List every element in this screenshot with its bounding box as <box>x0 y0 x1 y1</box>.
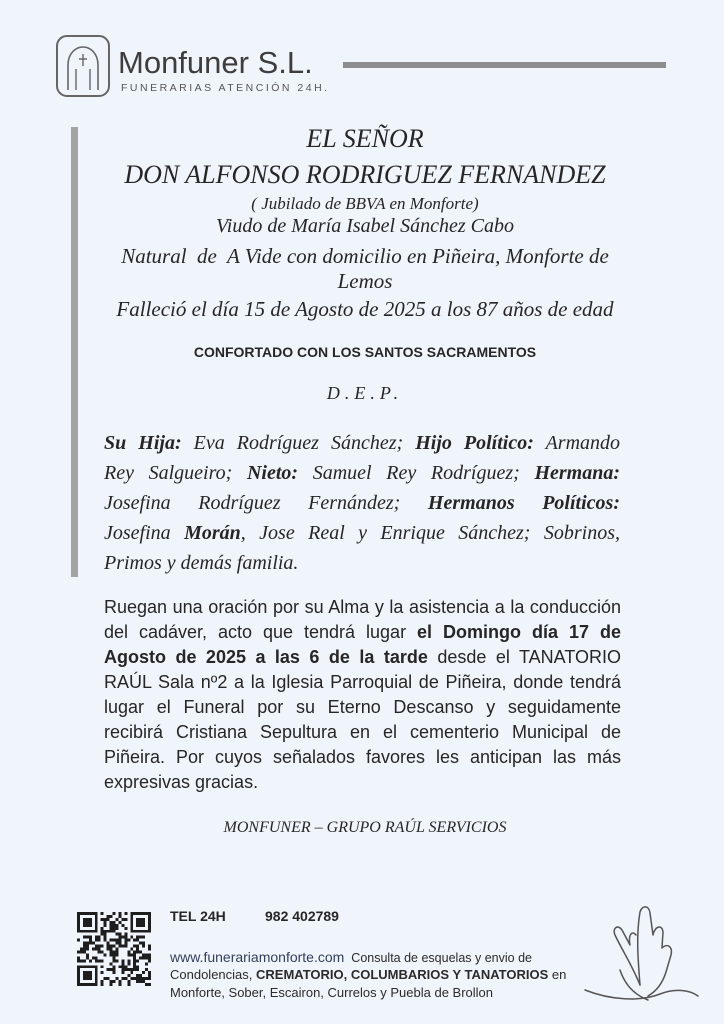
phone-number: 982 402789 <box>265 908 339 924</box>
widower-of: Viudo de María Isabel Sánchez Cabo <box>216 215 514 237</box>
relation-label: Nieto: <box>246 462 299 484</box>
relative-names: Josefina <box>104 522 185 544</box>
monfuner-logo-icon <box>54 32 116 100</box>
footer-info: en <box>548 967 567 982</box>
relative-names: Primos y demás familia. <box>104 552 299 574</box>
footer-line <box>170 984 493 1002</box>
ceremony-text: del cadáver, acto que tendrá lugar <box>104 622 418 642</box>
ceremony-text: lugar el Funeral por su Eterno Descanso y seguidamente <box>104 697 621 717</box>
family-line <box>104 458 620 488</box>
notice-title: EL SEÑOR <box>306 124 424 153</box>
relative-names: Josefina Rodríguez Fernández; <box>104 492 428 514</box>
relative-names: Morán <box>184 522 241 544</box>
ceremony-line <box>104 670 621 695</box>
service-locations: Monforte, Sober, Escairon, Currelos y Puebla de Brollon <box>170 985 494 1000</box>
family-line <box>104 518 620 548</box>
ceremony-line <box>104 770 621 795</box>
death-date: Falleció el día 15 de Agosto de 2025 a los 87 años de edad <box>116 297 614 321</box>
footer-line <box>170 948 532 967</box>
ceremony-line <box>104 745 621 770</box>
ceremony-line <box>104 595 621 620</box>
brand-name: Monfuner S.L. <box>118 45 313 80</box>
ceremony-date: Agosto de 2025 a las 6 de la tarde <box>104 647 428 667</box>
ceremony-line <box>104 720 621 745</box>
family-paragraph <box>104 428 620 578</box>
footer-line <box>170 966 566 984</box>
sacraments-line: CONFORTADO CON LOS SANTOS SACRAMENTOS <box>193 344 537 360</box>
origin-line: Natural de A Vide con domicilio en Piñeira, Monforte de <box>121 244 609 268</box>
relative-names: Samuel Rey Rodríguez; <box>298 462 535 484</box>
family-line <box>104 488 620 518</box>
website-url: www.funerariamonforte.com <box>170 949 345 965</box>
relative-names: Eva Rodríguez Sánchez; <box>181 432 416 454</box>
ceremony-text: desde el TANATORIO <box>427 647 621 667</box>
origin-line: Lemos <box>337 269 393 293</box>
services-list: CREMATORIO, COLUMBARIOS Y TANATORIOS <box>256 967 549 982</box>
footer-info: Condolencias, <box>170 967 256 982</box>
ceremony-date: el Domingo día 17 de <box>417 622 621 642</box>
ceremony-line <box>104 620 621 645</box>
ceremony-paragraph <box>104 595 621 795</box>
ceremony-line <box>104 695 621 720</box>
relation-label: Hermanos Políticos: <box>427 492 620 514</box>
ceremony-text: Ruegan una oración por su Alma y la asistencia a la conducción <box>104 597 621 617</box>
deceased-name: DON ALFONSO RODRIGUEZ FERNANDEZ <box>124 160 606 189</box>
deceased-occupation: ( Jubilado de BBVA en Monforte) <box>251 194 479 213</box>
ceremony-line <box>104 645 621 670</box>
relation-label: Su Hija: <box>104 432 182 454</box>
ceremony-text: expresivas gracias. <box>104 772 259 792</box>
signature: MONFUNER – GRUPO RAÚL SERVICIOS <box>223 819 507 836</box>
relation-label: Hermana: <box>534 462 620 484</box>
side-rule <box>71 127 78 577</box>
relative-names: Armando <box>533 432 621 454</box>
family-line <box>104 428 620 458</box>
rip-abbreviation: D.E.P. <box>326 383 404 403</box>
praying-hands-icon <box>580 900 700 1010</box>
brand-tagline: FUNERARIAS ATENCIÓN 24H. <box>121 82 330 94</box>
qr-code-icon <box>77 912 151 986</box>
ceremony-text: recibirá Cristiana Sepultura en el cementerio Municipal de <box>104 722 621 742</box>
phone-label: TEL 24H <box>170 908 226 924</box>
relative-names: , Jose Real y Enrique Sánchez; Sobrinos, <box>240 522 620 544</box>
family-line <box>104 548 620 578</box>
header-rule <box>343 62 666 68</box>
relative-names: Rey Salgueiro; <box>104 462 247 484</box>
footer-info: Consulta de esquelas y envio de <box>351 951 532 965</box>
ceremony-text: RAÚL Sala nº2 a la Iglesia Parroquial de Piñeira, donde tendrá <box>104 672 621 692</box>
ceremony-text: Piñeira. Por cuyos señalados favores les anticipan las más <box>104 747 621 767</box>
relation-label: Hijo Político: <box>415 432 534 454</box>
qr-modules <box>77 912 151 986</box>
